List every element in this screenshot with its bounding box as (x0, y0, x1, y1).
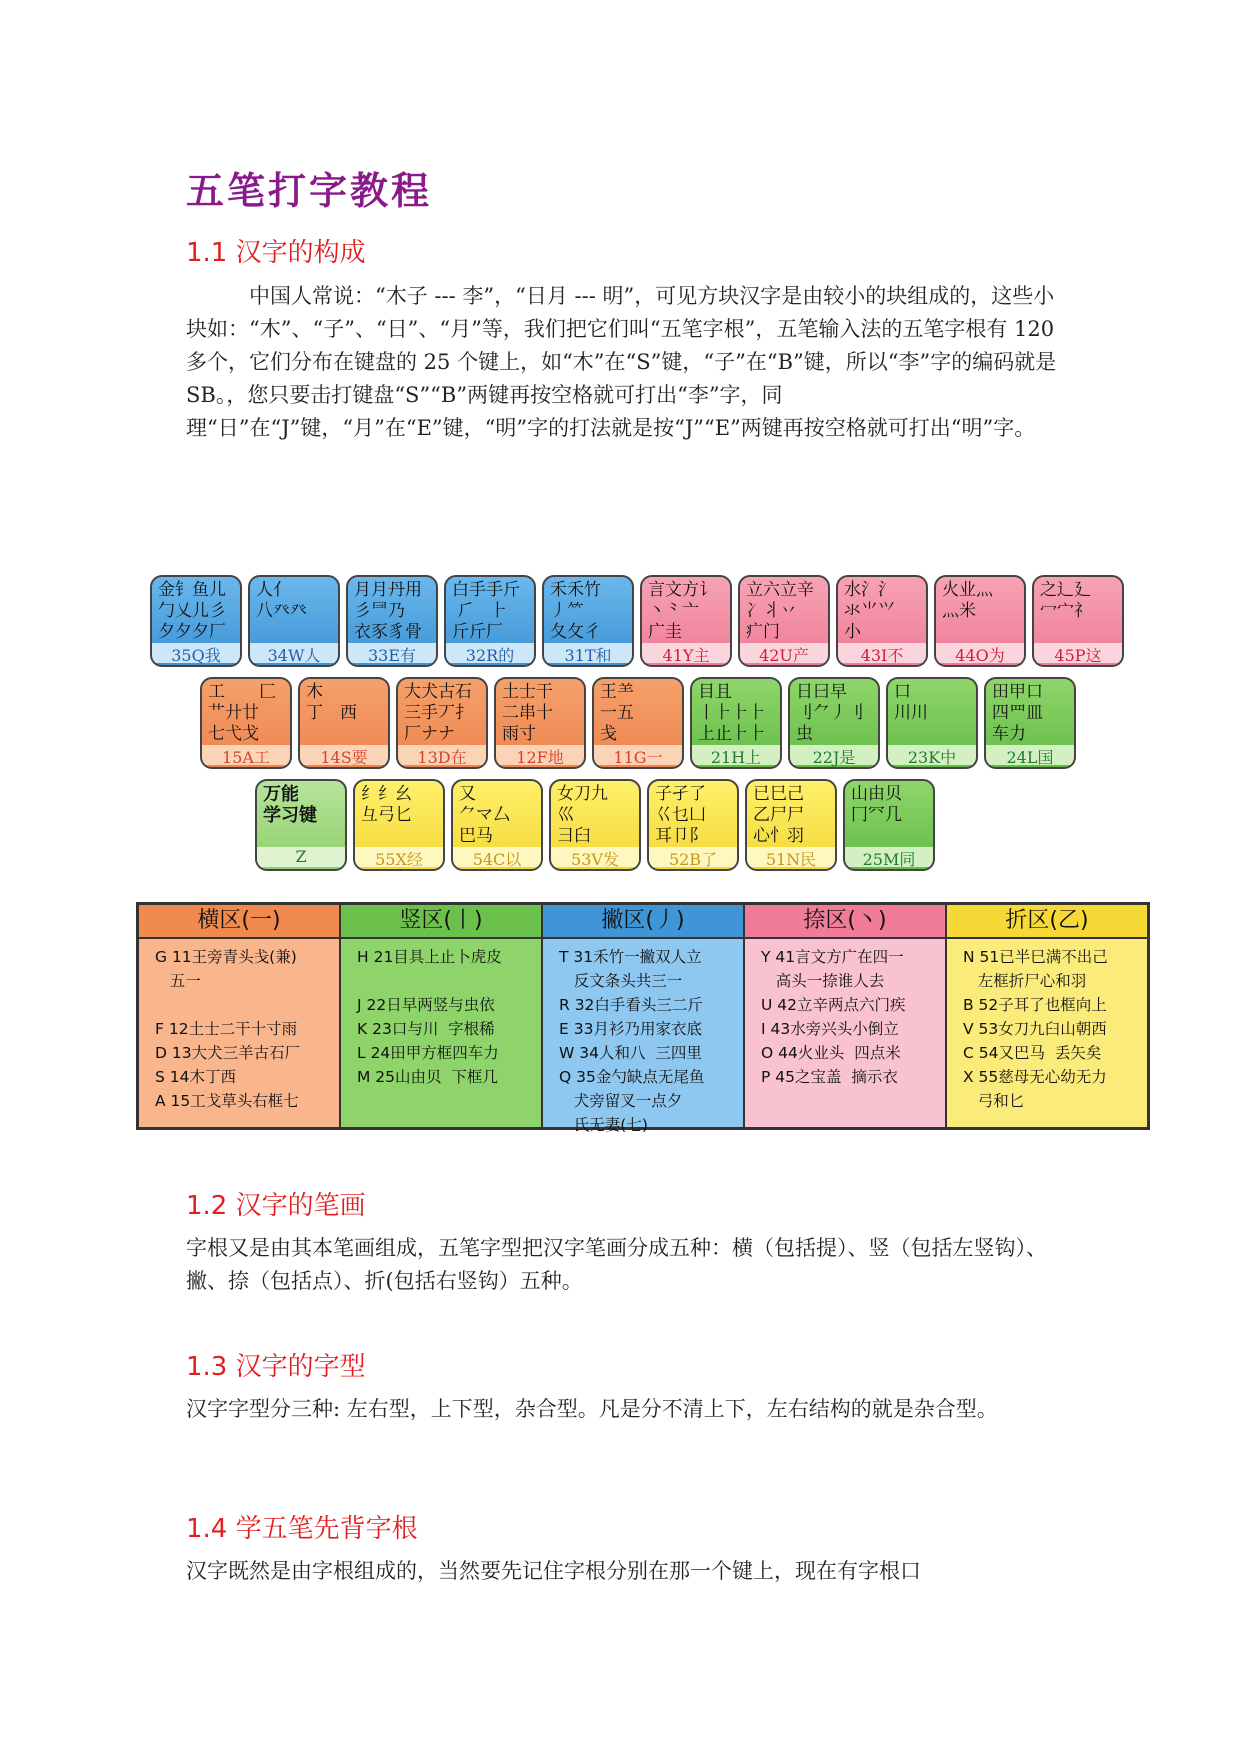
key-2-6 (843, 779, 935, 871)
key-code: 12F地 (496, 745, 584, 765)
section-heading-3: 1.3 汉字的字型 (186, 1352, 366, 1382)
key-code: 14S要 (300, 745, 388, 765)
key-roots: 水氵⺡ 氺⺌⺍ 小 (844, 580, 895, 642)
key-2-0 (255, 779, 347, 871)
zone-na (745, 905, 947, 1127)
paragraph-text: 汉字既然是由字根组成的，当然要先记住字根分别在那一个键上，现在有字根口 (186, 1559, 921, 1583)
zone-mnemonics: Y 41言文方广在四一 高头一捺谁人去 U 42立辛两点六门疾 I 43水旁兴头小倒立 O 44火业头 四点米 P 45之宝盖 摘示衣 (761, 948, 906, 1086)
key-roots: 土士干 二串十 雨寸 (502, 682, 553, 744)
key-code: 35Q我 (152, 643, 240, 663)
key-roots: 口 川川 (894, 682, 928, 723)
key-0-2 (346, 575, 438, 667)
section-heading-4: 1.4 学五笔先背字根 (186, 1514, 418, 1544)
zone-header: 竖区(丨) (341, 905, 541, 939)
key-code: 25M同 (845, 847, 933, 867)
key-code: 43I不 (838, 643, 926, 663)
key-0-8 (934, 575, 1026, 667)
key-roots: 万能 学习键 (263, 784, 317, 826)
zone-zhe (947, 905, 1147, 1127)
key-1-3 (494, 677, 586, 769)
key-roots: 月月丹用 彡⺜乃 衣豕豸⻣ (354, 580, 422, 642)
key-2-4 (647, 779, 739, 871)
key-roots: 言文方讠 丶⺀亠 广圭 (648, 580, 716, 642)
key-1-5 (690, 677, 782, 769)
key-code: 54C以 (453, 847, 541, 867)
key-0-7 (836, 575, 928, 667)
zone-shu (341, 905, 543, 1127)
key-roots: 之辶廴 冖宀礻 (1040, 580, 1091, 621)
key-code: 22J是 (790, 745, 878, 765)
section-2-paragraph (186, 1232, 1066, 1298)
key-roots: 火业灬 灬米 (942, 580, 993, 621)
key-roots: 子孑了 巜乜凵 耳卩阝 (655, 784, 706, 846)
key-code: 55X经 (355, 847, 443, 867)
key-code: 13D在 (398, 745, 486, 765)
paragraph-text: 中国人常说：“木子 --- 李”，“日月 --- 明”，可见方块汉字是由较小的块组成的，这些小块如：“木”、“子”、“日”、“月”等，我们把它们叫“五笔字根”，五笔输入法的五笔字根有 120 多个，它们分布在键盘的 25 个键上，如“木”在“S”键，“子”在“B”键，所以“李”字的编码就是 SB。，您只要击打键盘“S”“B”两键再按空格就可打出“李”字，同理“日”在“J”键，“月”在“E”键，“明”字的打法就是按“J”“E”两键再按空格就可打出“明”字。 (186, 284, 1057, 440)
key-roots: 又 ⺈マ厶 巴马 (459, 784, 510, 846)
section-1-paragraph (186, 280, 1066, 445)
key-1-0 (200, 677, 292, 769)
key-code: 11G一 (594, 745, 682, 765)
key-0-1 (248, 575, 340, 667)
key-roots: 立六立辛 冫丬丷 疒门 (746, 580, 814, 642)
zone-mnemonics: N 51已半巳满不出己 左框折尸心和羽 B 52子耳了也框向上 V 53女刀九臼山朝西 C 54又巴马 丢矢矣 X 55慈母无心幼无力 弓和匕 (963, 948, 1108, 1110)
zone-header: 捺区(丶) (745, 905, 945, 939)
key-code: 23K中 (888, 745, 976, 765)
key-1-6 (788, 677, 880, 769)
section-heading-1: 1.1 汉字的构成 (186, 238, 366, 268)
key-roots: 大犬古石 三手丆⺘ 厂ナナ (404, 682, 472, 744)
key-0-0 (150, 575, 242, 667)
zone-mnemonics: G 11王旁青头戋(兼) 五一 F 12土士二干十寸雨 D 13大犬三羊古石厂 S 14木丁西 A 15工戈草头右框七 (155, 948, 301, 1110)
key-roots: 已巳己 乙尸尸 心忄羽 (753, 784, 804, 846)
key-code: 33E有 (348, 643, 436, 663)
key-0-4 (542, 575, 634, 667)
key-roots: 女刀九 巛 彐臼 (557, 784, 608, 846)
key-code: 52B了 (649, 847, 737, 867)
key-2-1 (353, 779, 445, 871)
key-code: 53V发 (551, 847, 639, 867)
key-roots: 日曰早 刂⺈丿刂 虫 (796, 682, 864, 744)
key-code: 32R的 (446, 643, 534, 663)
key-code: 34W人 (250, 643, 338, 663)
key-roots: 王⺷ 一五 戋 (600, 682, 634, 744)
wubi-keyboard (150, 575, 1140, 875)
key-roots: 山由贝 冂⺳几 (851, 784, 902, 825)
zone-header: 折区(乙) (947, 905, 1147, 939)
key-code: 15A工 (202, 745, 290, 765)
key-1-7 (886, 677, 978, 769)
key-0-3 (444, 575, 536, 667)
page-title: 五笔打字教程 (186, 169, 433, 213)
key-1-8 (984, 677, 1076, 769)
key-roots: 纟纟幺 彑弓匕 (361, 784, 412, 825)
key-roots: 白手手斤 ⺁ ⺊ 斤斤厂 (452, 580, 520, 642)
zone-heng (139, 905, 341, 1127)
key-0-6 (738, 575, 830, 667)
key-roots: 人亻 八癶癶 (256, 580, 307, 621)
key-code: 21H上 (692, 745, 780, 765)
key-code: 31T和 (544, 643, 632, 663)
zone-header: 横区(一) (139, 905, 339, 939)
key-1-4 (592, 677, 684, 769)
paragraph-text: 汉字字型分三种: 左右型，上下型，杂合型。凡是分不清上下，左右结构的就是杂合型。 (186, 1397, 998, 1421)
key-code: 42U产 (740, 643, 828, 663)
zone-header: 撇区(丿) (543, 905, 743, 939)
key-code: 41Y主 (642, 643, 730, 663)
key-roots: 田甲口 四罒皿 车力 (992, 682, 1043, 744)
key-roots: 工 匚 艹廾廿 七弋戈 (208, 682, 276, 744)
key-2-5 (745, 779, 837, 871)
key-1-1 (298, 677, 390, 769)
key-roots: 金钅鱼儿 勹乂儿彡 夕夕夕厂 (158, 580, 226, 642)
zone-mnemonics: T 31禾竹一撇双人立 反文条头共三一 R 32白手看头三二斤 E 33月衫乃用家衣底 W 34人和八 三四里 Q 35金勺缺点无尾鱼 犬旁留叉一点夕 氏无妻(七) (559, 948, 705, 1134)
section-heading-2: 1.2 汉字的笔画 (186, 1191, 366, 1221)
key-code: 44O为 (936, 643, 1024, 663)
paragraph-text: 字根又是由其本笔画组成，五笔字型把汉字笔画分成五种：横（包括提）、竖（包括左竖钩）、撇、捺（包括点）、折(包括右竖钩）五种。 (186, 1236, 1047, 1293)
key-code: Z (257, 847, 345, 867)
zone-mnemonics: H 21目具上止卜虎皮 J 22日早两竖与虫依 K 23口与川 字根稀 L 24田甲方框四车力 M 25山由贝 下框几 (357, 948, 502, 1086)
key-code: 24L国 (986, 745, 1074, 765)
section-3-paragraph (186, 1393, 1066, 1426)
key-2-3 (549, 779, 641, 871)
key-0-5 (640, 575, 732, 667)
zone-pie (543, 905, 745, 1134)
key-code: 45P这 (1034, 643, 1122, 663)
key-code: 51N民 (747, 847, 835, 867)
key-roots: 目且 丨⺊⺊⺊ 上止⺊⺊ (698, 682, 766, 744)
key-roots: 木 丁 西 (306, 682, 357, 723)
stroke-zone-table (136, 902, 1150, 1134)
key-1-2 (396, 677, 488, 769)
key-2-2 (451, 779, 543, 871)
section-4-paragraph (186, 1555, 1066, 1588)
key-0-9 (1032, 575, 1124, 667)
key-roots: 禾禾竹 丿⺮ 夂攵彳 (550, 580, 601, 642)
